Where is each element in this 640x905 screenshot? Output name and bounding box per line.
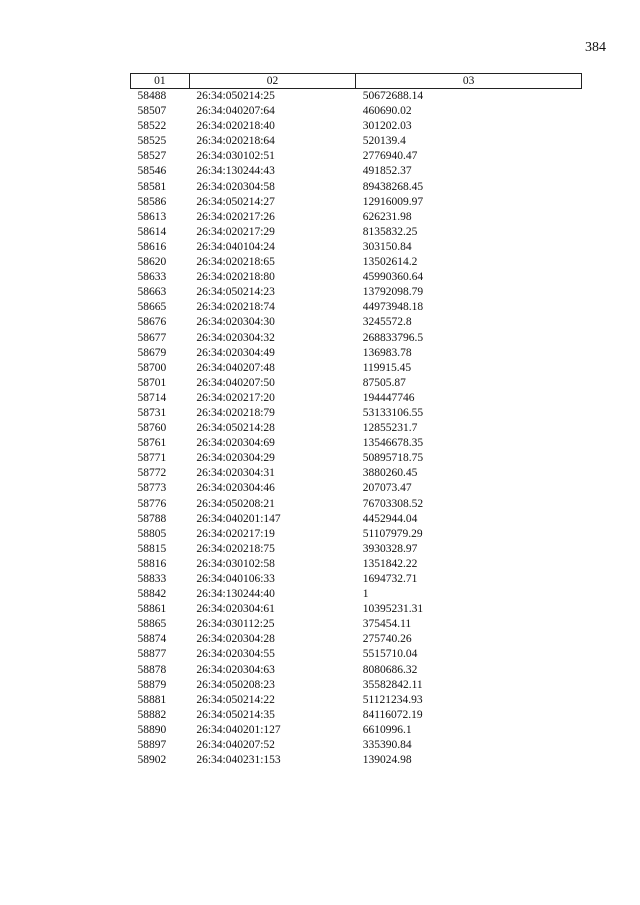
cell-id: 58522 <box>137 120 167 133</box>
table-row <box>131 753 582 768</box>
cell-value: 13502614.2 <box>362 256 418 269</box>
cell-id: 58879 <box>137 678 167 691</box>
cell-cadastral-number: 26:34:020217:20 <box>196 391 275 404</box>
cell-cadastral-number: 26:34:050214:35 <box>196 708 275 721</box>
cell-value: 53133106.55 <box>362 406 424 419</box>
page-number: 384 <box>585 40 606 55</box>
cell-cadastral-number: 26:34:020304:46 <box>196 482 275 495</box>
cell-cadastral-number: 26:34:020218:64 <box>196 135 275 148</box>
cell-id: 58877 <box>137 648 167 661</box>
cell-value: 303150.84 <box>362 240 412 253</box>
cell-value: 35582842.11 <box>362 678 423 691</box>
cell-value: 460690.02 <box>362 105 412 118</box>
table-row <box>131 723 582 738</box>
cell-cadastral-number: 26:34:050214:22 <box>196 693 275 706</box>
cell-value: 268833796.5 <box>362 331 424 344</box>
cell-cadastral-number: 26:34:040207:50 <box>196 376 275 389</box>
cell-id: 58700 <box>137 361 167 374</box>
cell-value: 12916009.97 <box>362 195 424 208</box>
table-row <box>131 376 582 391</box>
cell-value: 12855231.7 <box>362 422 418 435</box>
table-row <box>131 119 582 134</box>
table-row <box>131 134 582 149</box>
cell-cadastral-number: 26:34:040104:24 <box>196 240 275 253</box>
cell-id: 58714 <box>137 391 167 404</box>
cell-cadastral-number: 26:34:050214:23 <box>196 286 275 299</box>
cell-value: 491852.37 <box>362 165 412 178</box>
table-row <box>131 104 582 119</box>
table-row <box>131 240 582 255</box>
cell-cadastral-number: 26:34:050214:27 <box>196 195 275 208</box>
cell-cadastral-number: 26:34:020304:31 <box>196 467 275 480</box>
cell-cadastral-number: 26:34:020218:75 <box>196 542 275 555</box>
table-row <box>131 602 582 617</box>
table-row <box>131 300 582 315</box>
table-row <box>131 693 582 708</box>
cell-cadastral-number: 26:34:040207:64 <box>196 105 275 118</box>
cell-id: 58771 <box>137 452 167 465</box>
cell-value: 8135832.25 <box>362 225 418 238</box>
cell-value: 3245572.8 <box>362 316 412 329</box>
cell-value: 3880260.45 <box>362 467 418 480</box>
cell-cadastral-number: 26:34:030112:25 <box>196 618 275 631</box>
cell-id: 58701 <box>137 376 167 389</box>
cell-cadastral-number: 26:34:020217:19 <box>196 527 275 540</box>
cell-id: 58773 <box>137 482 167 495</box>
table-row <box>131 149 582 164</box>
cell-id: 58902 <box>137 754 167 767</box>
cell-id: 58874 <box>137 633 167 646</box>
table-row <box>131 285 582 300</box>
table-row <box>131 451 582 466</box>
table-row <box>131 497 582 512</box>
table-row <box>131 89 582 105</box>
column-header-03: 03 <box>356 74 582 89</box>
cell-cadastral-number: 26:34:020304:55 <box>196 648 275 661</box>
cell-cadastral-number: 26:34:130244:40 <box>196 588 275 601</box>
cell-cadastral-number: 26:34:040231:153 <box>196 754 281 767</box>
cell-id: 58488 <box>137 90 167 102</box>
cell-value: 89438268.45 <box>362 180 424 193</box>
cell-id: 58663 <box>137 286 167 299</box>
data-table <box>130 73 582 768</box>
cell-value: 1351842.22 <box>362 557 418 570</box>
table-row <box>131 391 582 406</box>
cell-id: 58731 <box>137 406 167 419</box>
cell-id: 58815 <box>137 542 167 555</box>
table-row <box>131 647 582 662</box>
cell-value: 1 <box>362 588 369 601</box>
cell-id: 58616 <box>137 240 167 253</box>
table-row <box>131 315 582 330</box>
cell-id: 58546 <box>137 165 167 178</box>
cell-cadastral-number: 26:34:040201:127 <box>196 723 281 736</box>
table-row <box>131 436 582 451</box>
table-header-row <box>131 74 582 89</box>
cell-id: 58586 <box>137 195 167 208</box>
cell-value: 51121234.93 <box>362 693 423 706</box>
cell-value: 50672688.14 <box>362 90 424 102</box>
table-row <box>131 331 582 346</box>
cell-id: 58833 <box>137 573 167 585</box>
cell-cadastral-number: 26:34:020304:49 <box>196 346 275 359</box>
cell-value: 139024.98 <box>362 754 412 767</box>
cell-id: 58581 <box>137 180 167 193</box>
cell-cadastral-number: 26:34:050208:21 <box>196 497 275 510</box>
cell-cadastral-number: 26:34:050214:28 <box>196 422 275 435</box>
table-row <box>131 632 582 647</box>
cell-id: 58679 <box>137 346 167 359</box>
table-row <box>131 164 582 179</box>
cell-value: 626231.98 <box>362 210 412 223</box>
cell-cadastral-number: 26:34:020304:58 <box>196 180 275 193</box>
cell-id: 58620 <box>137 256 167 269</box>
cell-id: 58776 <box>137 497 167 510</box>
cell-cadastral-number: 26:34:020217:26 <box>196 210 275 223</box>
cell-cadastral-number: 26:34:040207:52 <box>196 739 275 752</box>
table-row <box>131 678 582 693</box>
cell-value: 84116072.19 <box>362 708 423 721</box>
table-row <box>131 225 582 240</box>
cell-value: 8080686.32 <box>362 663 418 676</box>
table-row <box>131 270 582 285</box>
cell-value: 50895718.75 <box>362 452 424 465</box>
cell-id: 58805 <box>137 527 167 540</box>
cell-id: 58882 <box>137 708 167 721</box>
cell-value: 275740.26 <box>362 633 412 646</box>
cell-id: 58788 <box>137 512 167 525</box>
cell-id: 58842 <box>137 588 167 601</box>
cell-id: 58677 <box>137 331 167 344</box>
cell-value: 4452944.04 <box>362 512 418 525</box>
cell-cadastral-number: 26:34:020218:65 <box>196 256 275 269</box>
cell-value: 1694732.71 <box>362 573 418 585</box>
cell-id: 58633 <box>137 271 167 284</box>
cell-value: 45990360.64 <box>362 271 424 284</box>
column-header-01: 01 <box>131 74 190 89</box>
cell-id: 58614 <box>137 225 167 238</box>
cell-value: 2776940.47 <box>362 150 418 163</box>
cell-cadastral-number: 26:34:020304:32 <box>196 331 275 344</box>
cell-id: 58865 <box>137 618 167 631</box>
cell-id: 58761 <box>137 437 167 450</box>
table-row <box>131 406 582 421</box>
cell-cadastral-number: 26:34:050214:25 <box>196 90 275 102</box>
cell-value: 5515710.04 <box>362 648 418 661</box>
cell-id: 58861 <box>137 603 167 616</box>
cell-cadastral-number: 26:34:020304:63 <box>196 663 275 676</box>
cell-id: 58890 <box>137 723 167 736</box>
table-row <box>131 512 582 527</box>
cell-cadastral-number: 26:34:020304:69 <box>196 437 275 450</box>
table-row <box>131 481 582 496</box>
cell-cadastral-number: 26:34:020218:74 <box>196 301 275 314</box>
table-row <box>131 617 582 632</box>
cell-value: 136983.78 <box>362 346 412 359</box>
cell-value: 76703308.52 <box>362 497 424 510</box>
table-row <box>131 542 582 557</box>
cell-value: 6610996.1 <box>362 723 412 736</box>
cell-cadastral-number: 26:34:020218:80 <box>196 271 275 284</box>
cell-value: 520139.4 <box>362 135 406 148</box>
cell-cadastral-number: 26:34:030102:58 <box>196 557 275 570</box>
cell-id: 58760 <box>137 422 167 435</box>
cell-cadastral-number: 26:34:020304:29 <box>196 452 275 465</box>
cell-id: 58525 <box>137 135 167 148</box>
cell-value: 51107979.29 <box>362 527 423 540</box>
cell-cadastral-number: 26:34:020304:28 <box>196 633 275 646</box>
table-row <box>131 180 582 195</box>
cell-cadastral-number: 26:34:040106:33 <box>196 573 275 585</box>
table-row <box>131 708 582 723</box>
table-row <box>131 587 582 602</box>
table-row <box>131 466 582 481</box>
cell-id: 58527 <box>137 150 167 163</box>
cell-value: 301202.03 <box>362 120 412 133</box>
cell-cadastral-number: 26:34:030102:51 <box>196 150 275 163</box>
cell-id: 58613 <box>137 210 167 223</box>
cell-cadastral-number: 26:34:020217:29 <box>196 225 275 238</box>
cell-id: 58507 <box>137 105 167 118</box>
table-row <box>131 361 582 376</box>
cell-cadastral-number: 26:34:040207:48 <box>196 361 275 374</box>
cell-value: 13792098.79 <box>362 286 424 299</box>
cell-value: 119915.45 <box>362 361 412 374</box>
cell-value: 13546678.35 <box>362 437 424 450</box>
cell-value: 87505.87 <box>362 376 406 389</box>
cell-value: 207073.47 <box>362 482 412 495</box>
table-row <box>131 255 582 270</box>
cell-value: 3930328.97 <box>362 542 418 555</box>
cell-id: 58772 <box>137 467 167 480</box>
column-header-02: 02 <box>189 74 355 89</box>
table-row <box>131 738 582 753</box>
cell-id: 58816 <box>137 557 167 570</box>
cell-cadastral-number: 26:34:020218:40 <box>196 120 275 133</box>
cell-value: 44973948.18 <box>362 301 424 314</box>
cell-value: 194447746 <box>362 391 415 404</box>
cell-id: 58878 <box>137 663 167 676</box>
cell-cadastral-number: 26:34:020304:30 <box>196 316 275 329</box>
cell-id: 58897 <box>137 739 167 752</box>
cell-cadastral-number: 26:34:020304:61 <box>196 603 275 616</box>
table-row <box>131 421 582 436</box>
table-row <box>131 346 582 361</box>
table-body <box>131 89 582 769</box>
cell-value: 375454.11 <box>362 618 412 631</box>
cell-value: 10395231.31 <box>362 603 424 616</box>
cell-cadastral-number: 26:34:130244:43 <box>196 165 275 178</box>
table-row <box>131 195 582 210</box>
cell-value: 335390.84 <box>362 739 412 752</box>
table-row <box>131 210 582 225</box>
cell-cadastral-number: 26:34:040201:147 <box>196 512 281 525</box>
cell-cadastral-number: 26:34:020218:79 <box>196 406 275 419</box>
cell-id: 58665 <box>137 301 167 314</box>
cell-id: 58676 <box>137 316 167 329</box>
table-row <box>131 557 582 572</box>
table-row <box>131 572 582 587</box>
cell-id: 58881 <box>137 693 167 706</box>
table-row <box>131 527 582 542</box>
table-row <box>131 663 582 678</box>
cell-cadastral-number: 26:34:050208:23 <box>196 678 275 691</box>
